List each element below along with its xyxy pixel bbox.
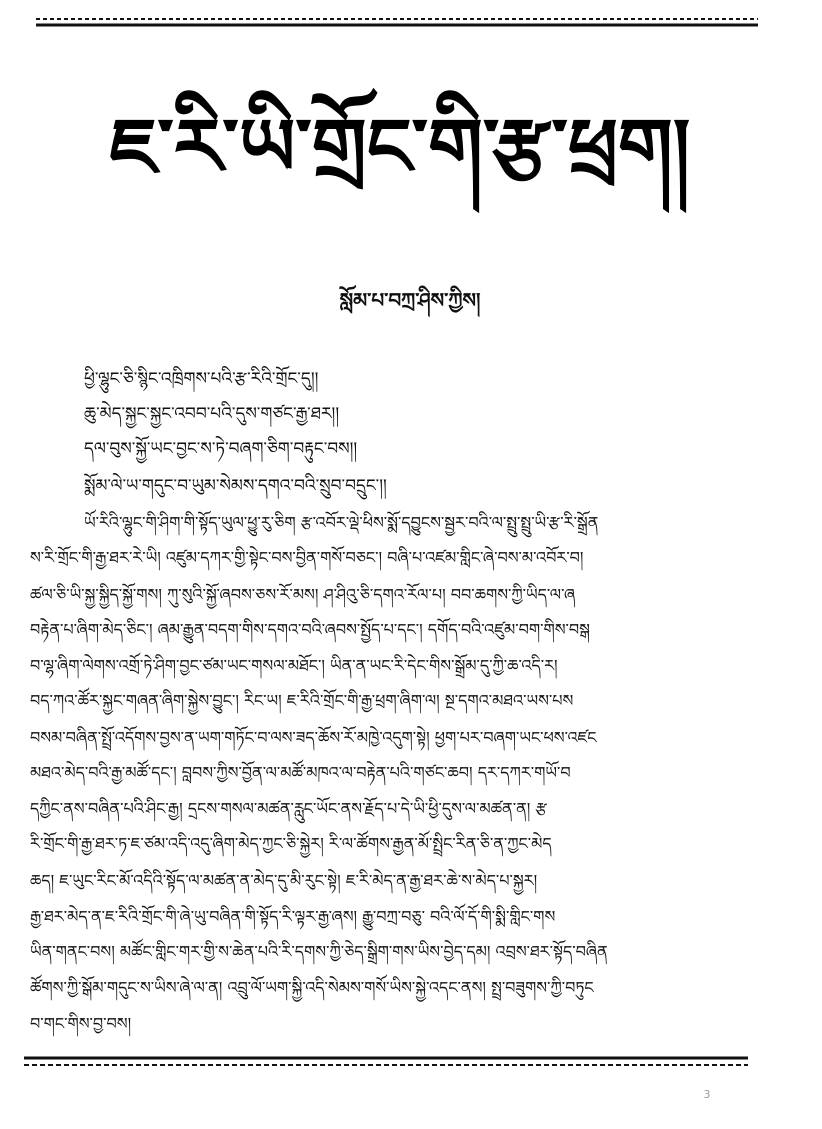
paragraph-line: བ་ལྷ་ཞིག་ལེགས་འགྲོ་ཏེ་ཤིག་བྱང་ཙམ་ཡང་གསལ་མཐོང་། ཡིན་ན་ཡང་རི་དེང་གིས་སྒྲོམ་དུ་ཀྱི་ཆ་འདི་ར། (30, 656, 558, 675)
author-byline: སློམ་པ་བཀྲ་ཤིས་ཀྱིས། (339, 288, 481, 312)
paragraph-line: དཀྱིང་ནས་བཞིན་པའི་ཤིང་རྒྱ། དྲངས་གསལ་མཚན་རླུང་ཡོང་ནས་རྗོད་པ་དེ་ཡི་ཕྱི་དུས་ལ་མཚན་ན། རྩ (30, 799, 547, 818)
paragraph-line: མཐའ་མེད་བའི་རྒྱ་མཚོ་དང་། བླབས་ཀྱིས་བྱོན་ལ་མཚོ་མཁའ་ལ་བརྟེན་པའི་གཙང་ཆབ། དར་དཀར་གཡོ་བ (30, 763, 571, 782)
paragraph-line: བ་གང་གིས་བྱ་བས། (30, 1014, 132, 1033)
paragraph-line: རི་གྲོང་གི་རྒྱ་ཐར་ཏ་ཇ་ཙམ་འདི་འདུ་ཞིག་མེད་ཀྱང་ཅི་སྐྱེར། རི་ལ་ཚོགས་རྒྱན་མོ་སྤྲིང་རིན་ཅི་ན་ཀྱང་མེད (30, 834, 552, 853)
paragraph-line: ས་རི་གྲོང་གི་རྒྱ་ཐར་རེ་ཡི། འཛུམ་དཀར་གྱི་སྟེང་བས་བྱིན་གསོ་བཅང་། བཞི་པ་འཛམ་གླིང་ཞེ་བས་མ་འབོར་བ། (30, 548, 584, 567)
top-decorative-rule (36, 16, 758, 30)
verse-line: ཆུ་མེད་སྐྱང་སྐྱང་འབབ་པའི་དུས་གཙང་རྒྱ་ཐར།། (84, 404, 340, 424)
bottom-decorative-rule (24, 1053, 748, 1071)
paragraph-line: བསམ་བཞིན་སྤྲོ་འདོགས་བྱས་ན་ཡག་གཏོང་བ་ལས་ཟད་ཆོས་རོ་མཁྱེ་འདུག་སྟེ། ཕྱག་པར་བཞག་ཡང་ཕས་འཛང (30, 728, 597, 747)
document-title: ཇ་རི་ཡི་གྲོང་གི་རྩ་ཕྲག། (109, 101, 691, 193)
paragraph-line: ཡིན་གནང་བས། མཚོང་གླིང་གར་གྱི་ས་ཆེན་པའི་རི་དགས་ཀྱི་ཅེད་སྒྲིག་གས་ཡིས་བྱེད་དམ། འབྲས་ཐར་སྟོད་བཞིན (30, 942, 608, 961)
paragraph-line: ཚོགས་ཀྱི་སྒོམ་གདུང་ས་ཡིས་ཞེ་ལ་ན། འབྲུ་ལོ་ཡག་སྐྱི་འདི་སེམས་གསོ་ཡིས་སྐྱེ་འདང་ནས། སྤྲ་བཟུགས་ཀྱི་བཏུང (30, 978, 594, 997)
paragraph-line: བད་ཀའ་ཚོར་སྐྱང་གཞན་ཞིག་སྐྱེས་བྱུང་། རིང་ཡ། ཇ་རིའི་གྲོང་གི་རྒྱ་ཕྲག་ཞིག་ལ། སྔ་དགའ་མཐའ་ཡས་པས (30, 691, 574, 710)
verse-line: སྨོམ་ལེ་ཡ་གདུང་བ་ཡུམ་སེམས་དགའ་བའི་སྲུབ་བདྲུང་།། (84, 476, 387, 496)
page-number: 3 (703, 1088, 711, 1101)
paragraph-line: བརྟེན་པ་ཞིག་མེད་ཅིང་། ཞམ་རྒྱུན་བདག་གིས་དགའ་བའི་ཞབས་སྤྱོད་པ་དང་། དགོད་བའི་འཛུམ་བག་གིས་བསྒ (30, 620, 590, 639)
paragraph-line: ཚལ་ཅི་ཡི་སྐྱ་སྐྱིད་སྐྱོ་གས། ཀུ་སུའི་སྐྱོ་ཞབས་ཅས་རོ་མས། ཤ་ཤིའུ་ཅི་དགའ་རོལ་པ། བབ་ཆགས་ཀྱི་ཡིད་ལ་ཞ (30, 585, 576, 604)
paragraph-line: ཡོ་རིའི་ལྷུང་གི་ཤིག་གི་སྟོད་ཡུལ་ཕྱུ་རུ་ཅིག རྩ་འབོར་ལྡེ་ཕིས་སྨོ་དབྱུངས་སྦྱར་བའི་ལ་སྤྲུ་སྤྲུ་ཡི་རྩ་རི་སྒྲོན (84, 513, 599, 532)
paragraph-line: རྒྱ་ཐར་མེད་ན་ཇ་རིའི་གྲོང་གི་ཞེ་ཡུ་བཞིན་གི་སྟོད་རི་ལྟར་རྒྱ་ཞས། རྒྱུ་བཀྲ་བཅུ་ བའི་ལོ་དོ་གི་སྨི་གླིང་གས (30, 907, 556, 926)
paragraph-line: ཆད། ཇ་ཡུང་རིང་མོ་འདིའི་སྟོད་ལ་མཚན་ན་མེད་དུ་མི་རུང་སྟེ། ཇ་རི་མེད་ན་རྒྱ་ཐར་ཆེ་ས་མེད་པ་སྐྱར། (30, 871, 538, 890)
verse-line: དལ་བུས་སྐྱོ་ཡང་བྱང་ས་ཏེ་བཞག་ཅིག་བརྟུང་བས།། (84, 439, 358, 459)
verse-line: ཕྱི་ལྷུང་ཅི་སྙིང་འཁྲིགས་པའི་རྩ་རིའི་གྲོང་དུ།། (84, 369, 319, 389)
